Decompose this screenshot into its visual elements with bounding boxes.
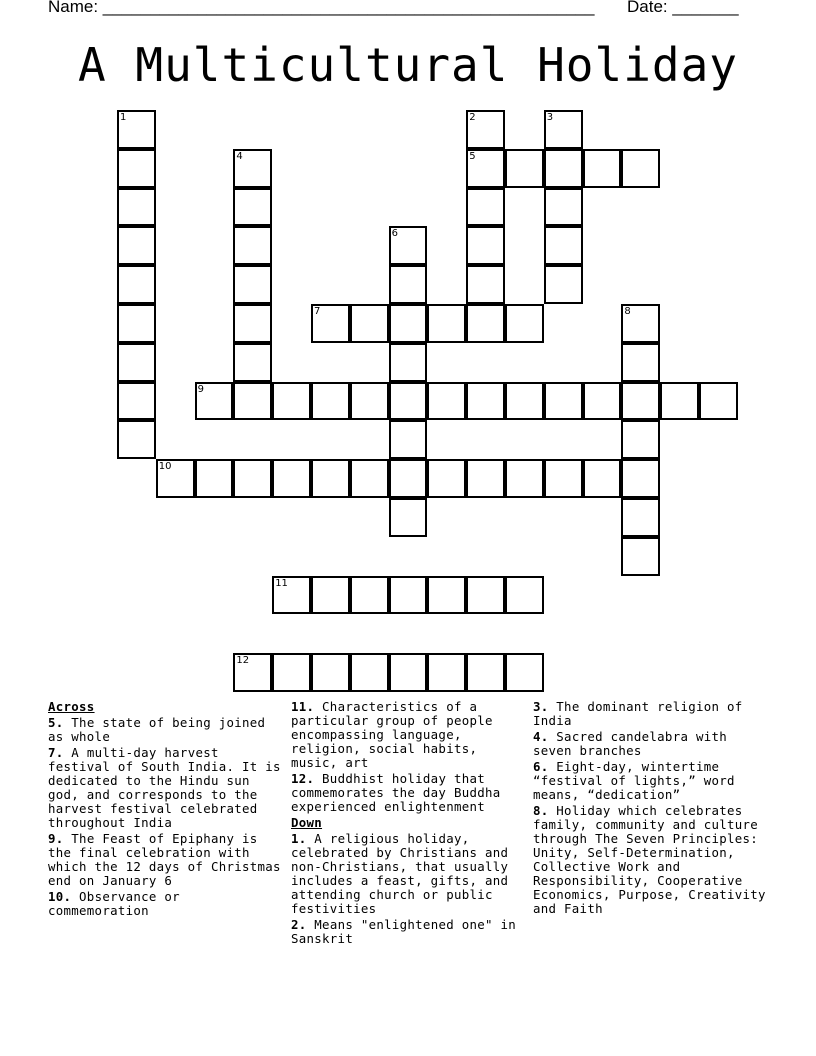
grid-cell[interactable]: [505, 653, 544, 692]
grid-cell[interactable]: [544, 382, 583, 421]
grid-cell[interactable]: [272, 653, 311, 692]
grid-cell[interactable]: [117, 226, 156, 265]
clue-number-label: 11: [275, 577, 288, 589]
clue-number-label: 9: [197, 383, 204, 395]
grid-cell[interactable]: [311, 459, 350, 498]
clue-number: 6.: [533, 759, 549, 774]
grid-cell[interactable]: [621, 420, 660, 459]
grid-cell[interactable]: [505, 304, 544, 343]
grid-cell[interactable]: [699, 382, 738, 421]
clue-number: 9.: [48, 831, 64, 846]
grid-cell[interactable]: [117, 188, 156, 227]
name-field[interactable]: Name: ____________________________________________________: [48, 0, 595, 16]
clue-number-label: 12: [236, 655, 250, 667]
grid-cell[interactable]: [311, 576, 350, 615]
across-heading: Across: [48, 699, 95, 714]
clue-text: Sacred candelabra with seven branches: [533, 729, 728, 758]
grid-cell[interactable]: [233, 304, 272, 343]
clue-text: The dominant religion of India: [533, 699, 743, 728]
grid-cell[interactable]: [350, 382, 389, 421]
clue-number-label: 8: [624, 306, 631, 317]
grid-cell[interactable]: [389, 304, 428, 343]
grid-cell[interactable]: [233, 653, 272, 692]
grid-cell[interactable]: [505, 576, 544, 615]
grid-cell[interactable]: [466, 459, 505, 498]
grid-cell[interactable]: [621, 382, 660, 421]
grid-cell[interactable]: [117, 382, 156, 421]
date-field[interactable]: Date: _______: [627, 0, 739, 16]
clue-number-label: 5: [469, 150, 476, 162]
down-heading: Down: [291, 815, 323, 830]
grid-cell[interactable]: [311, 653, 350, 692]
grid-cell[interactable]: [427, 304, 466, 343]
clues-column-3: [533, 700, 773, 918]
grid-cell[interactable]: [311, 382, 350, 421]
clue-number: 12.: [291, 771, 315, 786]
clues-column-1: [48, 700, 288, 920]
grid-cell[interactable]: [466, 265, 505, 304]
grid-cell[interactable]: [621, 149, 660, 188]
grid-cell[interactable]: [233, 459, 272, 498]
clue-number: 5.: [48, 715, 64, 730]
grid-cell[interactable]: [233, 265, 272, 304]
grid-cell[interactable]: [466, 576, 505, 615]
grid-cell[interactable]: [660, 382, 699, 421]
clue-number-label: 2: [469, 112, 476, 123]
clue-number: 3.: [533, 699, 549, 714]
clue-number-label: 6: [391, 228, 398, 240]
grid-cell[interactable]: [544, 110, 583, 149]
clue-text: Eight-day, wintertime “festival of lights,” word means, “dedication”: [533, 759, 735, 802]
grid-cell[interactable]: [621, 343, 660, 382]
grid-cell[interactable]: [389, 459, 428, 498]
clues-column-2: [291, 700, 531, 948]
grid-cell[interactable]: [389, 653, 428, 692]
grid-cell[interactable]: [466, 188, 505, 227]
grid-cell[interactable]: [427, 653, 466, 692]
grid-cell[interactable]: [621, 459, 660, 498]
clue-down-1: [291, 832, 531, 916]
clue-number-label: 4: [236, 150, 243, 162]
grid-cell[interactable]: [233, 188, 272, 227]
clue-text: Means "enlightened one" in Sanskrit: [291, 917, 517, 946]
grid-cell[interactable]: [466, 226, 505, 265]
grid-cell[interactable]: [156, 459, 195, 498]
grid-cell[interactable]: [350, 304, 389, 343]
grid-cell[interactable]: [233, 226, 272, 265]
grid-cell[interactable]: [350, 653, 389, 692]
clue-text: Characteristics of a particular group of people encompassing language, religion, social habits, music, art: [291, 699, 493, 770]
clue-number-label: 1: [120, 112, 127, 123]
clue-across-10: [48, 890, 288, 918]
clue-text: The Feast of Epiphany is the final celebration with which the 12 days of Christmas end on January 6: [48, 831, 281, 888]
grid-cell[interactable]: [272, 382, 311, 421]
grid-cell[interactable]: [544, 226, 583, 265]
grid-cell[interactable]: [117, 110, 156, 149]
grid-cell[interactable]: [466, 653, 505, 692]
grid-cell[interactable]: [621, 304, 660, 343]
grid-cell[interactable]: [272, 459, 311, 498]
grid-cell[interactable]: [466, 304, 505, 343]
clue-down-8: [533, 804, 773, 916]
grid-cell[interactable]: [117, 304, 156, 343]
clue-text: Observance or commemoration: [48, 889, 180, 918]
clue-across-12: [291, 772, 531, 814]
grid-cell[interactable]: [466, 382, 505, 421]
grid-cell[interactable]: [389, 576, 428, 615]
grid-cell[interactable]: [233, 343, 272, 382]
clue-number: 2.: [291, 917, 307, 932]
grid-cell[interactable]: [272, 576, 311, 615]
grid-cell[interactable]: [544, 265, 583, 304]
clue-down-3: [533, 700, 773, 728]
clue-number-label: 7: [314, 306, 321, 317]
grid-cell[interactable]: [117, 420, 156, 459]
grid-cell[interactable]: [233, 149, 272, 188]
grid-cell[interactable]: [505, 382, 544, 421]
grid-cell[interactable]: [389, 382, 428, 421]
clue-across-11: [291, 700, 531, 770]
clue-text: A religious holiday, celebrated by Christians and non-Christians, that usually includes a feast, gifts, and attending church or public festivities: [291, 831, 509, 916]
grid-cell[interactable]: [427, 382, 466, 421]
grid-cell[interactable]: [544, 459, 583, 498]
clue-number: 1.: [291, 831, 307, 846]
grid-cell[interactable]: [350, 576, 389, 615]
grid-cell[interactable]: [466, 110, 505, 149]
grid-cell[interactable]: [583, 149, 622, 188]
grid-cell[interactable]: [195, 459, 234, 498]
clue-across-5: [48, 716, 288, 744]
clue-text: A multi-day harvest festival of South India. It is dedicated to the Hindu sun god, and corresponds to the harvest festival celebrated throughout India: [48, 745, 281, 830]
grid-cell[interactable]: [233, 382, 272, 421]
clue-number-label: 3: [546, 112, 554, 123]
grid-cell[interactable]: [621, 498, 660, 537]
clue-down-4: [533, 730, 773, 758]
grid-cell[interactable]: [427, 576, 466, 615]
grid-cell[interactable]: [505, 149, 544, 188]
grid-cell[interactable]: [466, 149, 505, 188]
clue-number: 4.: [533, 729, 549, 744]
grid-cell[interactable]: [544, 149, 583, 188]
clue-text: Buddhist holiday that commemorates the day Buddha experienced enlightenment: [291, 771, 501, 814]
grid-cell[interactable]: [544, 188, 583, 227]
grid-cell[interactable]: [389, 498, 428, 537]
grid-cell[interactable]: [621, 537, 660, 576]
clue-number-label: 10: [158, 461, 172, 473]
clue-number: 11.: [291, 699, 315, 714]
clue-number: 10.: [48, 889, 72, 904]
grid-cell[interactable]: [583, 459, 622, 498]
grid-cell[interactable]: [350, 459, 389, 498]
clue-across-9: [48, 832, 288, 888]
clue-down-6: [533, 760, 773, 802]
grid-cell[interactable]: [389, 420, 428, 459]
grid-cell[interactable]: [389, 265, 428, 304]
page-title: A Multicultural Holiday: [78, 38, 738, 92]
clue-across-7: [48, 746, 288, 830]
grid-cell[interactable]: [505, 459, 544, 498]
grid-cell[interactable]: [117, 265, 156, 304]
clue-number: 8.: [533, 803, 549, 818]
clue-number: 7.: [48, 745, 64, 760]
clue-text: The state of being joined as whole: [48, 715, 266, 744]
grid-cell[interactable]: [117, 343, 156, 382]
grid-cell[interactable]: [583, 382, 622, 421]
grid-cell[interactable]: [311, 304, 350, 343]
grid-cell[interactable]: [117, 149, 156, 188]
grid-cell[interactable]: [195, 382, 234, 421]
grid-cell[interactable]: [389, 226, 428, 265]
grid-cell[interactable]: [427, 459, 466, 498]
clue-down-2: [291, 918, 531, 946]
clue-text: Holiday which celebrates family, community and culture through The Seven Principles: Unity, Self-Determination, Collective Work and Responsibility, Cooperative Economics, Purpose, Creativity and Faith: [533, 803, 766, 916]
grid-cell[interactable]: [389, 343, 428, 382]
